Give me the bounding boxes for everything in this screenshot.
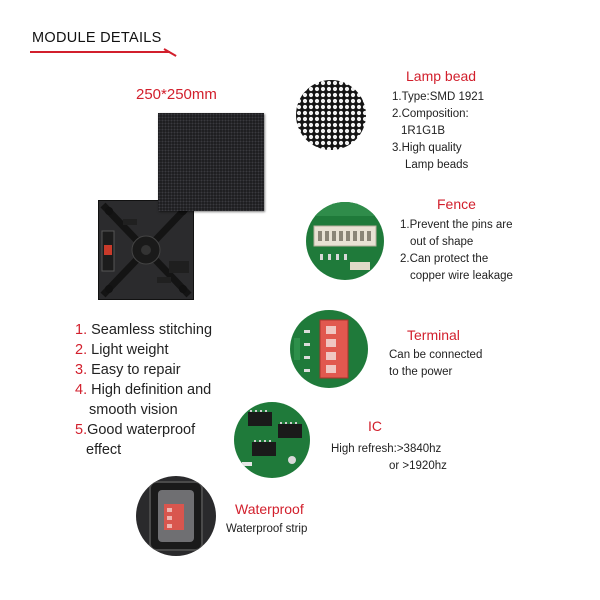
module-front-image bbox=[158, 113, 264, 211]
ic-desc-2: or >1920hz bbox=[389, 460, 447, 472]
fence-desc-1: 1.Prevent the pins are bbox=[400, 219, 513, 231]
module-back-image bbox=[98, 200, 194, 300]
ic-desc-1: High refresh:>3840hz bbox=[331, 443, 442, 455]
lamp-bead-desc-5: Lamp beads bbox=[405, 159, 469, 171]
lamp-bead-image bbox=[296, 80, 366, 150]
feature-item: 3. Easy to repair bbox=[75, 362, 181, 378]
waterproof-image bbox=[136, 476, 216, 556]
fence-title: Fence bbox=[437, 196, 476, 212]
terminal-image bbox=[290, 310, 368, 388]
feature-item-cont: effect bbox=[86, 442, 122, 458]
lamp-bead-desc-2: 2.Composition: bbox=[392, 108, 469, 120]
fence-desc-4: copper wire leakage bbox=[410, 270, 513, 282]
pin-header-closeup-icon bbox=[306, 202, 384, 280]
feature-item-cont: smooth vision bbox=[89, 402, 178, 418]
lamp-bead-desc-4: 3.High quality bbox=[392, 142, 462, 154]
fence-image bbox=[306, 202, 384, 280]
page-title: MODULE DETAILS bbox=[32, 30, 162, 46]
waterproof-desc-1: Waterproof strip bbox=[226, 523, 308, 535]
fence-desc-2: out of shape bbox=[410, 236, 474, 248]
fence-desc-3: 2.Can protect the bbox=[400, 253, 489, 265]
lamp-bead-title: Lamp bead bbox=[406, 68, 477, 84]
module-back-structure-icon bbox=[99, 201, 193, 299]
power-terminal-closeup-icon bbox=[290, 310, 368, 388]
lamp-bead-desc-1: 1.Type:SMD 1921 bbox=[392, 91, 485, 103]
feature-item: 1. Seamless stitching bbox=[75, 322, 213, 338]
feature-item: 2. Light weight bbox=[75, 342, 169, 358]
size-label: 250*250mm bbox=[136, 86, 217, 103]
waterproof-strip-closeup-icon bbox=[136, 476, 216, 556]
title-underline bbox=[30, 51, 170, 53]
led-matrix-closeup-icon bbox=[296, 80, 366, 150]
terminal-desc-2: to the power bbox=[389, 366, 453, 378]
ic-image bbox=[234, 402, 310, 478]
feature-item: 5.Good waterproof bbox=[75, 422, 196, 438]
terminal-desc-1: Can be connected bbox=[389, 349, 483, 361]
waterproof-title: Waterproof bbox=[235, 501, 304, 517]
terminal-title: Terminal bbox=[407, 327, 460, 343]
lamp-bead-desc-3: 1R1G1B bbox=[401, 125, 446, 137]
ic-title: IC bbox=[368, 418, 382, 434]
ic-chip-closeup-icon bbox=[234, 402, 310, 478]
feature-item: 4. High definition and bbox=[75, 382, 212, 398]
